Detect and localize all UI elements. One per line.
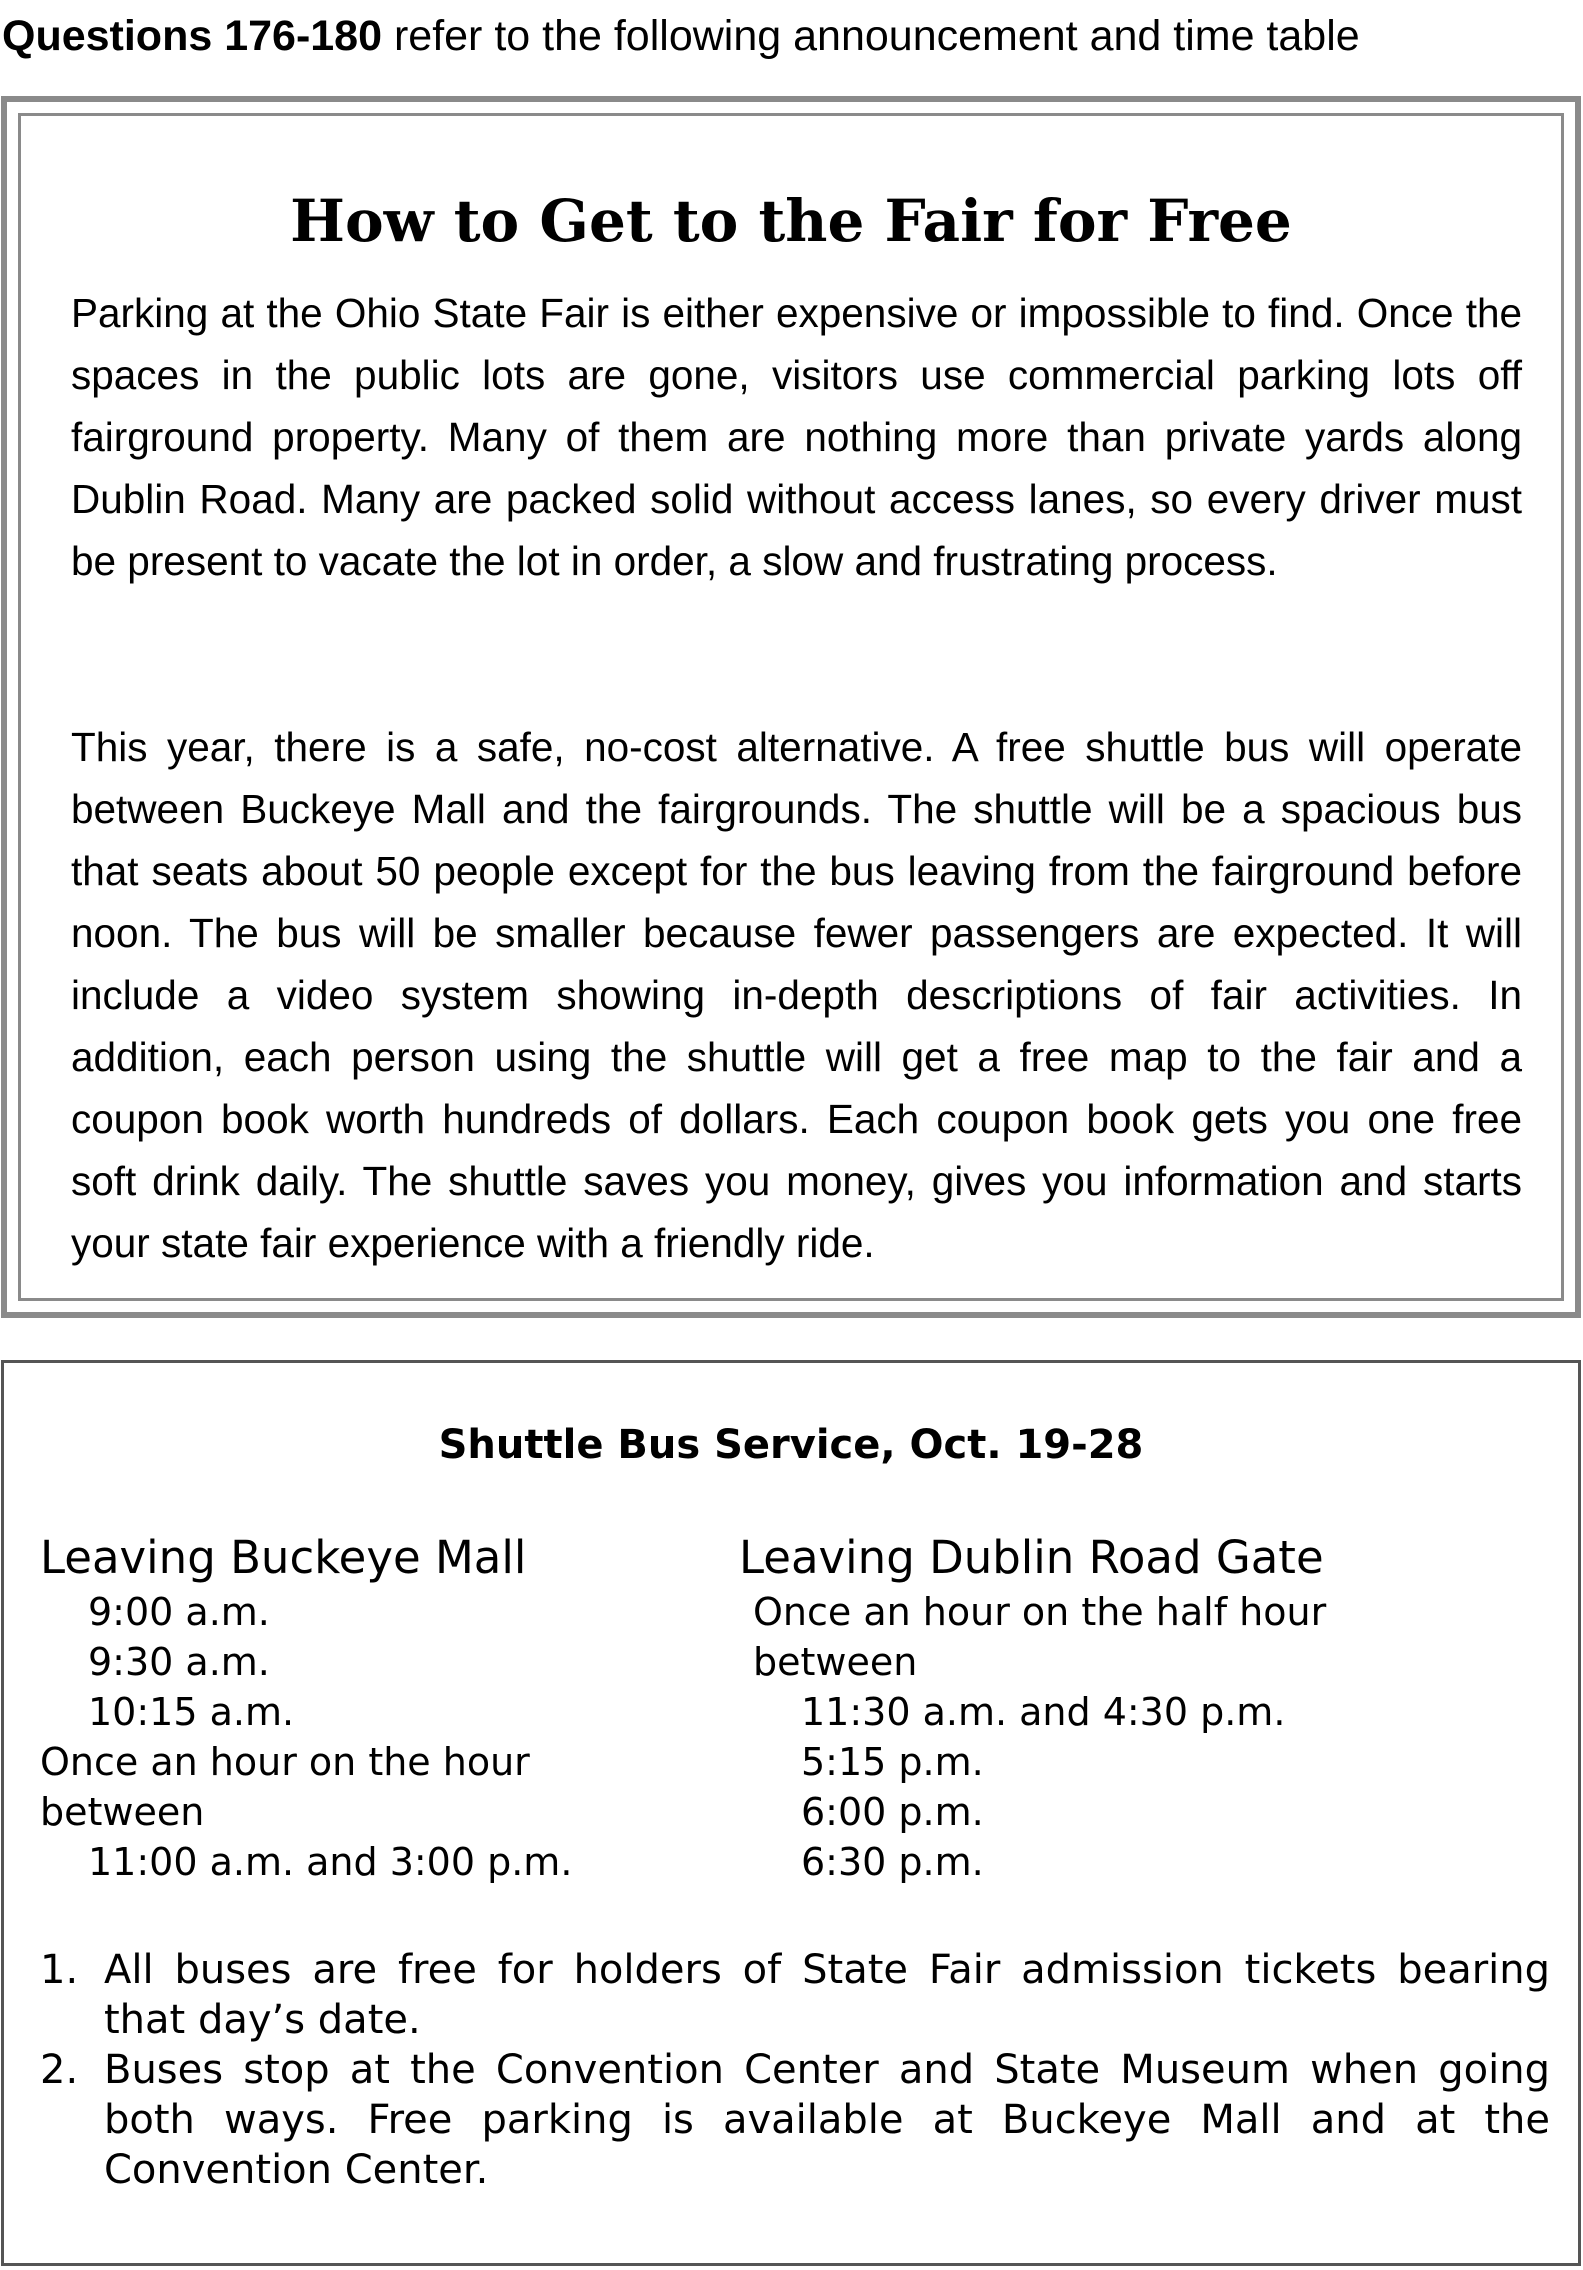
- announcement-paragraph-1: Parking at the Ohio State Fair is either expensive or impossible to find. Once the spaces in the public lots are gone, visitors use commercial parking lots off fairground property. Many of them are nothing more than private yards along Dublin Road. Many are packed solid without access lanes, so every driver must be present to vacate the lot in order, a slow and frustrating process.: [71, 290, 1522, 584]
- note-number: 2.: [40, 2047, 79, 2093]
- announcement-box: [1, 96, 1581, 1318]
- announcement-title: How to Get to the Fair for Free: [290, 187, 1292, 255]
- recurring-text: Once an hour on the hour: [40, 1740, 530, 1784]
- buckeye-mall-heading: Leaving Buckeye Mall: [40, 1531, 527, 1584]
- recurring-text: Once an hour on the half hour: [753, 1590, 1327, 1634]
- note-number: 1.: [40, 1947, 79, 1993]
- note-text: All buses are free for holders of State Fair admission tickets bearing that day’s date.: [104, 1947, 1550, 2043]
- dublin-road-gate-heading: Leaving Dublin Road Gate: [739, 1531, 1324, 1584]
- departure-time: 5:15 p.m.: [801, 1740, 984, 1784]
- departure-time: 9:00 a.m.: [88, 1590, 270, 1634]
- departure-time: 9:30 a.m.: [88, 1640, 270, 1684]
- schedule-note: [40, 1945, 1550, 2045]
- question-header: [2, 10, 1360, 62]
- schedule-box: [1, 1360, 1581, 2266]
- question-header-rest: refer to the following announcement and time table: [382, 12, 1360, 60]
- note-text: Buses stop at the Convention Center and State Museum when going both ways. Free parking is available at Buckeye Mall and at the Convention Center.: [104, 2047, 1550, 2193]
- recurring-text-between: between: [40, 1790, 205, 1834]
- recurring-range: 11:00 a.m. and 3:00 p.m.: [88, 1840, 573, 1884]
- departure-time: 6:30 p.m.: [801, 1840, 984, 1884]
- schedule-note: [40, 2045, 1550, 2195]
- question-range: Questions 176-180: [2, 12, 383, 60]
- departure-time: 10:15 a.m.: [88, 1690, 295, 1734]
- announcement-paragraph-2: This year, there is a safe, no-cost alternative. A free shuttle bus will operate between Buckeye Mall and the fairgrounds. The shuttle will be a spacious bus that seats about 50 people except for the bus leaving from the fairground before noon. The bus will be smaller because fewer passengers are expected. It will include a video system showing in-depth descriptions of fair activities. In addition, each person using the shuttle will get a free map to the fair and a coupon book worth hundreds of dollars. Each coupon book gets you one free soft drink daily. The shuttle saves you money, gives you information and starts your state fair experience with a friendly ride.: [71, 724, 1522, 1266]
- schedule-notes: [40, 1945, 1550, 2195]
- buckeye-mall-column: [40, 1529, 680, 1887]
- recurring-range: 11:30 a.m. and 4:30 p.m.: [801, 1690, 1286, 1734]
- announcement-inner-border: [18, 113, 1564, 1301]
- recurring-text-between: between: [753, 1640, 918, 1684]
- departure-time: 6:00 p.m.: [801, 1790, 984, 1834]
- schedule-title: Shuttle Bus Service, Oct. 19-28: [438, 1422, 1144, 1468]
- dublin-road-gate-column: [739, 1529, 1539, 1887]
